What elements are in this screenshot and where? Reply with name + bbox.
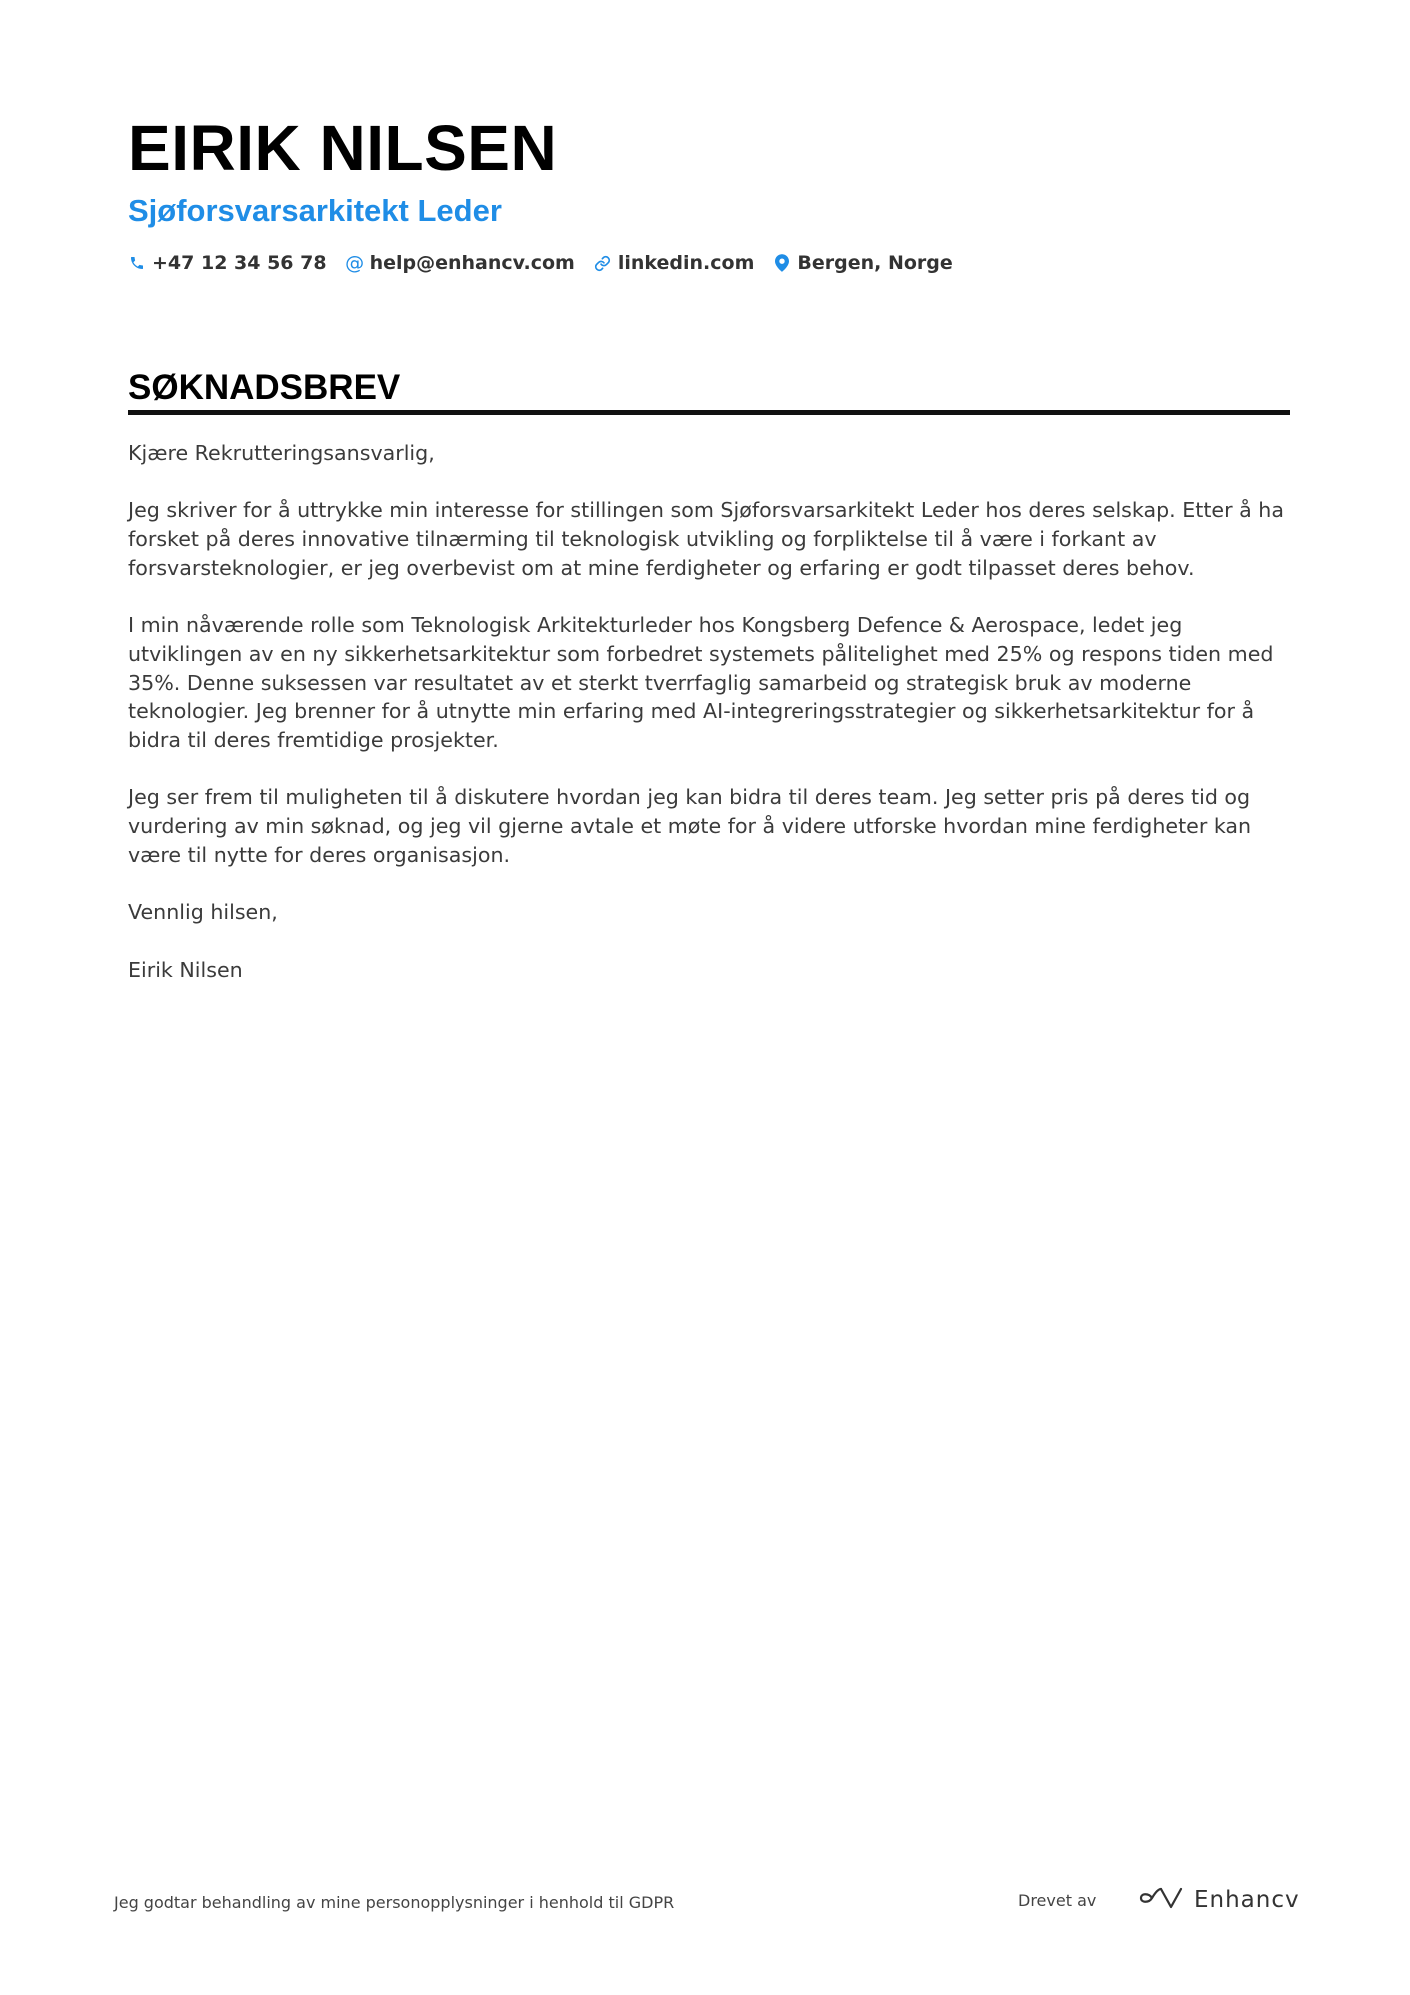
contact-bar — [128, 252, 972, 274]
greeting: Kjære Rekrutteringsansvarlig, — [128, 441, 435, 465]
gdpr-consent: Jeg godtar behandling av mine personopplysninger i henhold til GDPR — [114, 1893, 675, 1912]
section-divider — [128, 410, 1290, 415]
at-icon: @ — [345, 252, 365, 274]
contact-phone — [128, 252, 327, 274]
enhancv-brand[interactable] — [1138, 1887, 1300, 1913]
enhancv-brand-name[interactable]: Enhancv — [1194, 1887, 1300, 1913]
signature: Eirik Nilsen — [128, 957, 243, 982]
paragraph-experience: I min nåværende rolle som Teknologisk Arkitekturleder hos Kongsberg Defence & Aerospace, ledet jeg utviklingen av en ny sikkerhetsarkitektur som forbedret systemets pålitelighet med 25% og respons tiden med 35%. Denne suksessen var resultatet av et sterkt tverrfaglig samarbeid og strategisk bruk av moderne teknologier. Jeg brenner for å utnytte min erfaring med AI-integreringsstrategier og sikkerhetsarkitektur for å bidra til deres fremtidige prosjekter. — [128, 613, 1274, 752]
letter-body — [128, 439, 1293, 1013]
job-title: Sjøforsvarsarkitekt Leder — [128, 193, 502, 228]
paragraph-intro: Jeg skriver for å uttrykke min interesse for stillingen som Sjøforsvarsarkitekt Leder hos deres selskap. Etter å ha forsket på deres innovative tilnærming til teknologisk utvikling og forpliktelse til å være i forkant av forsvarsteknologier, er jeg overbevist om at mine ferdigheter og erfaring er godt tilpasset deres behov. — [128, 498, 1284, 580]
phone-icon — [128, 253, 146, 273]
location-pin-icon — [773, 253, 791, 273]
section-heading: SØKNADSBREV — [128, 368, 401, 407]
contact-linkedin[interactable] — [594, 252, 755, 274]
location-text: Bergen, Norge — [797, 252, 953, 274]
contact-location — [773, 252, 952, 274]
candidate-name: EIRIK NILSEN — [128, 112, 558, 184]
email-text[interactable]: help@enhancv.com — [369, 252, 575, 274]
powered-by-label: Drevet av — [1018, 1891, 1097, 1910]
contact-email[interactable] — [346, 252, 575, 274]
enhancv-logo-icon — [1138, 1887, 1184, 1913]
phone-text: +47 12 34 56 78 — [152, 252, 327, 274]
paragraph-closing: Jeg ser frem til muligheten til å diskutere hvordan jeg kan bidra til deres team. Jeg setter pris på deres tid og vurdering av min søknad, og jeg vil gjerne avtale et møte for å videre utforske hvordan mine ferdigheter kan være til nytte for deres organisasjon. — [128, 785, 1252, 867]
closing-salutation: Vennlig hilsen, — [128, 900, 278, 925]
linkedin-text[interactable]: linkedin.com — [617, 252, 755, 274]
link-icon — [594, 253, 612, 273]
